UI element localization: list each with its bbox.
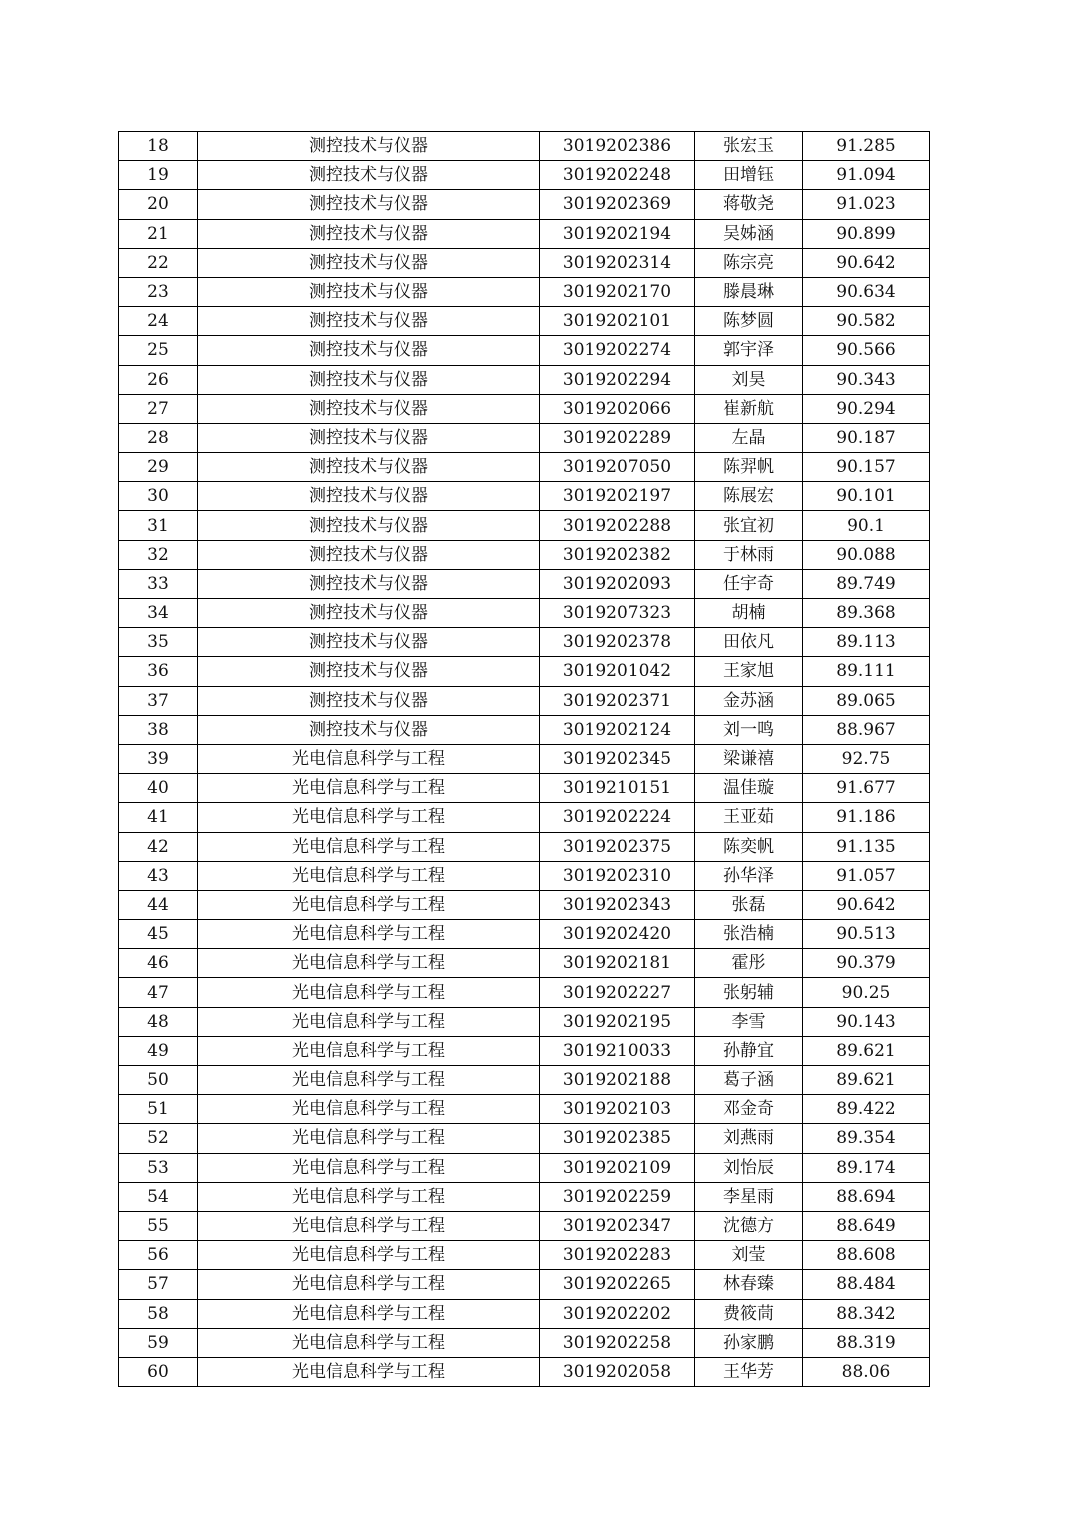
major-cell: 测控技术与仪器 [198, 715, 540, 744]
student-name-cell: 吴姊涵 [695, 219, 803, 248]
table-row [119, 1036, 930, 1065]
score-cell: 88.608 [803, 1241, 930, 1270]
score-cell: 88.694 [803, 1182, 930, 1211]
student-id-cell: 3019202194 [540, 219, 695, 248]
student-name-cell: 崔新航 [695, 394, 803, 423]
rank-cell: 45 [119, 920, 198, 949]
major-cell: 测控技术与仪器 [198, 336, 540, 365]
student-name-cell: 金苏涵 [695, 686, 803, 715]
rank-cell: 24 [119, 307, 198, 336]
table-row [119, 219, 930, 248]
student-name-cell: 滕晨琳 [695, 277, 803, 306]
table-row [119, 744, 930, 773]
score-cell: 90.25 [803, 978, 930, 1007]
rank-cell: 28 [119, 423, 198, 452]
table-row [119, 277, 930, 306]
score-cell: 88.484 [803, 1270, 930, 1299]
student-id-cell: 3019202258 [540, 1328, 695, 1357]
major-cell: 测控技术与仪器 [198, 248, 540, 277]
major-cell: 光电信息科学与工程 [198, 774, 540, 803]
student-name-cell: 张躬辅 [695, 978, 803, 1007]
score-cell: 90.379 [803, 949, 930, 978]
score-cell: 89.422 [803, 1095, 930, 1124]
student-id-cell: 3019202259 [540, 1182, 695, 1211]
rank-cell: 37 [119, 686, 198, 715]
student-name-cell: 王华芳 [695, 1357, 803, 1386]
student-id-cell: 3019210033 [540, 1036, 695, 1065]
student-id-cell: 3019207323 [540, 599, 695, 628]
table-row [119, 307, 930, 336]
student-name-cell: 张宏玉 [695, 132, 803, 161]
score-cell: 89.749 [803, 569, 930, 598]
major-cell: 光电信息科学与工程 [198, 1357, 540, 1386]
score-cell: 89.113 [803, 628, 930, 657]
table-row [119, 1211, 930, 1240]
student-name-cell: 孙静宜 [695, 1036, 803, 1065]
student-id-cell: 3019202347 [540, 1211, 695, 1240]
major-cell: 测控技术与仪器 [198, 540, 540, 569]
student-name-cell: 霍彤 [695, 949, 803, 978]
student-id-cell: 3019202345 [540, 744, 695, 773]
student-name-cell: 刘莹 [695, 1241, 803, 1270]
student-id-cell: 3019202101 [540, 307, 695, 336]
major-cell: 测控技术与仪器 [198, 482, 540, 511]
major-cell: 光电信息科学与工程 [198, 1153, 540, 1182]
student-name-cell: 温佳璇 [695, 774, 803, 803]
major-cell: 测控技术与仪器 [198, 161, 540, 190]
student-name-cell: 李雪 [695, 1007, 803, 1036]
rank-cell: 25 [119, 336, 198, 365]
major-cell: 光电信息科学与工程 [198, 1211, 540, 1240]
score-cell: 89.111 [803, 657, 930, 686]
score-cell: 91.023 [803, 190, 930, 219]
rank-cell: 18 [119, 132, 198, 161]
student-id-cell: 3019207050 [540, 453, 695, 482]
score-cell: 88.06 [803, 1357, 930, 1386]
rank-cell: 20 [119, 190, 198, 219]
rank-cell: 38 [119, 715, 198, 744]
major-cell: 光电信息科学与工程 [198, 1036, 540, 1065]
major-cell: 测控技术与仪器 [198, 190, 540, 219]
rank-cell: 42 [119, 832, 198, 861]
rank-cell: 23 [119, 277, 198, 306]
student-id-cell: 3019202283 [540, 1241, 695, 1270]
major-cell: 光电信息科学与工程 [198, 920, 540, 949]
table-row [119, 569, 930, 598]
table-row [119, 1066, 930, 1095]
rank-cell: 21 [119, 219, 198, 248]
rank-cell: 54 [119, 1182, 198, 1211]
student-id-cell: 3019202378 [540, 628, 695, 657]
score-cell: 88.967 [803, 715, 930, 744]
student-name-cell: 张宜初 [695, 511, 803, 540]
table-row [119, 1182, 930, 1211]
score-cell: 92.75 [803, 744, 930, 773]
student-id-cell: 3019201042 [540, 657, 695, 686]
major-cell: 光电信息科学与工程 [198, 949, 540, 978]
rank-cell: 58 [119, 1299, 198, 1328]
table-row [119, 1007, 930, 1036]
score-cell: 89.621 [803, 1066, 930, 1095]
major-cell: 光电信息科学与工程 [198, 1066, 540, 1095]
table-row [119, 890, 930, 919]
table-row [119, 599, 930, 628]
rank-cell: 47 [119, 978, 198, 1007]
student-name-cell: 陈梦圆 [695, 307, 803, 336]
score-cell: 90.1 [803, 511, 930, 540]
score-cell: 89.065 [803, 686, 930, 715]
major-cell: 光电信息科学与工程 [198, 978, 540, 1007]
student-id-cell: 3019202288 [540, 511, 695, 540]
score-cell: 89.368 [803, 599, 930, 628]
student-id-cell: 3019202195 [540, 1007, 695, 1036]
major-cell: 测控技术与仪器 [198, 599, 540, 628]
score-cell: 90.513 [803, 920, 930, 949]
score-cell: 90.642 [803, 890, 930, 919]
rank-cell: 19 [119, 161, 198, 190]
major-cell: 测控技术与仪器 [198, 657, 540, 686]
score-cell: 90.582 [803, 307, 930, 336]
student-name-cell: 左晶 [695, 423, 803, 452]
table-row [119, 394, 930, 423]
table-row [119, 1299, 930, 1328]
student-name-cell: 郭宇泽 [695, 336, 803, 365]
student-id-cell: 3019210151 [540, 774, 695, 803]
student-id-cell: 3019202294 [540, 365, 695, 394]
rank-cell: 35 [119, 628, 198, 657]
student-id-cell: 3019202369 [540, 190, 695, 219]
score-cell: 90.899 [803, 219, 930, 248]
student-name-cell: 陈宗亮 [695, 248, 803, 277]
table-row [119, 423, 930, 452]
table-row [119, 861, 930, 890]
table-row [119, 453, 930, 482]
table-row [119, 1328, 930, 1357]
student-name-cell: 刘怡辰 [695, 1153, 803, 1182]
score-cell: 90.343 [803, 365, 930, 394]
major-cell: 测控技术与仪器 [198, 453, 540, 482]
student-id-cell: 3019202382 [540, 540, 695, 569]
major-cell: 光电信息科学与工程 [198, 1270, 540, 1299]
student-id-cell: 3019202265 [540, 1270, 695, 1299]
score-cell: 89.621 [803, 1036, 930, 1065]
student-id-cell: 3019202310 [540, 861, 695, 890]
table-row [119, 920, 930, 949]
rank-cell: 27 [119, 394, 198, 423]
rank-cell: 41 [119, 803, 198, 832]
student-id-cell: 3019202202 [540, 1299, 695, 1328]
major-cell: 光电信息科学与工程 [198, 1241, 540, 1270]
major-cell: 光电信息科学与工程 [198, 1007, 540, 1036]
table-row [119, 540, 930, 569]
student-id-cell: 3019202386 [540, 132, 695, 161]
table-row [119, 1270, 930, 1299]
student-name-cell: 胡楠 [695, 599, 803, 628]
rank-cell: 53 [119, 1153, 198, 1182]
rank-cell: 31 [119, 511, 198, 540]
table-row [119, 803, 930, 832]
table-row [119, 1124, 930, 1153]
rank-cell: 57 [119, 1270, 198, 1299]
student-name-cell: 刘一鸣 [695, 715, 803, 744]
rank-cell: 33 [119, 569, 198, 598]
table-row [119, 482, 930, 511]
major-cell: 测控技术与仪器 [198, 365, 540, 394]
student-name-cell: 于林雨 [695, 540, 803, 569]
student-name-cell: 任宇奇 [695, 569, 803, 598]
table-row [119, 657, 930, 686]
score-cell: 89.354 [803, 1124, 930, 1153]
table-row [119, 1095, 930, 1124]
student-name-cell: 陈奕帆 [695, 832, 803, 861]
student-name-cell: 孙家鹏 [695, 1328, 803, 1357]
score-cell: 91.057 [803, 861, 930, 890]
major-cell: 测控技术与仪器 [198, 132, 540, 161]
major-cell: 测控技术与仪器 [198, 394, 540, 423]
student-id-cell: 3019202385 [540, 1124, 695, 1153]
rank-cell: 40 [119, 774, 198, 803]
student-id-cell: 3019202375 [540, 832, 695, 861]
major-cell: 光电信息科学与工程 [198, 1182, 540, 1211]
student-name-cell: 林春臻 [695, 1270, 803, 1299]
score-cell: 90.566 [803, 336, 930, 365]
student-id-cell: 3019202227 [540, 978, 695, 1007]
score-cell: 91.285 [803, 132, 930, 161]
score-cell: 91.135 [803, 832, 930, 861]
major-cell: 光电信息科学与工程 [198, 744, 540, 773]
student-name-cell: 王家旭 [695, 657, 803, 686]
rank-cell: 50 [119, 1066, 198, 1095]
score-cell: 91.094 [803, 161, 930, 190]
table-row [119, 1241, 930, 1270]
major-cell: 光电信息科学与工程 [198, 803, 540, 832]
student-id-cell: 3019202170 [540, 277, 695, 306]
ranking-table [118, 131, 930, 1387]
student-name-cell: 张浩楠 [695, 920, 803, 949]
table-row [119, 1357, 930, 1386]
student-id-cell: 3019202058 [540, 1357, 695, 1386]
major-cell: 光电信息科学与工程 [198, 861, 540, 890]
table-row [119, 949, 930, 978]
rank-cell: 56 [119, 1241, 198, 1270]
student-id-cell: 3019202274 [540, 336, 695, 365]
rank-cell: 46 [119, 949, 198, 978]
rank-cell: 29 [119, 453, 198, 482]
table-row [119, 628, 930, 657]
score-cell: 91.186 [803, 803, 930, 832]
table-row [119, 832, 930, 861]
student-id-cell: 3019202343 [540, 890, 695, 919]
major-cell: 测控技术与仪器 [198, 219, 540, 248]
rank-cell: 39 [119, 744, 198, 773]
major-cell: 测控技术与仪器 [198, 307, 540, 336]
student-name-cell: 田增钰 [695, 161, 803, 190]
major-cell: 光电信息科学与工程 [198, 890, 540, 919]
major-cell: 测控技术与仪器 [198, 628, 540, 657]
student-name-cell: 葛子涵 [695, 1066, 803, 1095]
student-name-cell: 田依凡 [695, 628, 803, 657]
student-id-cell: 3019202224 [540, 803, 695, 832]
table-row [119, 715, 930, 744]
rank-cell: 43 [119, 861, 198, 890]
student-name-cell: 梁谦禧 [695, 744, 803, 773]
score-cell: 90.157 [803, 453, 930, 482]
rank-cell: 60 [119, 1357, 198, 1386]
table-row [119, 774, 930, 803]
table-row [119, 686, 930, 715]
table-row [119, 365, 930, 394]
student-id-cell: 3019202420 [540, 920, 695, 949]
rank-cell: 51 [119, 1095, 198, 1124]
rank-cell: 36 [119, 657, 198, 686]
score-cell: 90.642 [803, 248, 930, 277]
score-cell: 90.088 [803, 540, 930, 569]
major-cell: 测控技术与仪器 [198, 423, 540, 452]
student-id-cell: 3019202066 [540, 394, 695, 423]
student-name-cell: 张磊 [695, 890, 803, 919]
rank-cell: 52 [119, 1124, 198, 1153]
major-cell: 光电信息科学与工程 [198, 832, 540, 861]
student-name-cell: 陈羿帆 [695, 453, 803, 482]
major-cell: 测控技术与仪器 [198, 569, 540, 598]
major-cell: 测控技术与仪器 [198, 511, 540, 540]
score-cell: 90.294 [803, 394, 930, 423]
score-cell: 90.187 [803, 423, 930, 452]
rank-cell: 59 [119, 1328, 198, 1357]
rank-cell: 30 [119, 482, 198, 511]
ranking-table-body [119, 132, 930, 1387]
rank-cell: 55 [119, 1211, 198, 1240]
student-name-cell: 刘燕雨 [695, 1124, 803, 1153]
student-id-cell: 3019202124 [540, 715, 695, 744]
major-cell: 光电信息科学与工程 [198, 1299, 540, 1328]
score-cell: 88.342 [803, 1299, 930, 1328]
student-id-cell: 3019202109 [540, 1153, 695, 1182]
student-id-cell: 3019202371 [540, 686, 695, 715]
student-id-cell: 3019202289 [540, 423, 695, 452]
student-id-cell: 3019202103 [540, 1095, 695, 1124]
score-cell: 88.649 [803, 1211, 930, 1240]
table-row [119, 248, 930, 277]
major-cell: 测控技术与仪器 [198, 686, 540, 715]
rank-cell: 49 [119, 1036, 198, 1065]
score-cell: 90.634 [803, 277, 930, 306]
student-name-cell: 李星雨 [695, 1182, 803, 1211]
major-cell: 光电信息科学与工程 [198, 1124, 540, 1153]
student-name-cell: 王亚茹 [695, 803, 803, 832]
rank-cell: 34 [119, 599, 198, 628]
table-row [119, 132, 930, 161]
rank-cell: 26 [119, 365, 198, 394]
major-cell: 测控技术与仪器 [198, 277, 540, 306]
rank-cell: 22 [119, 248, 198, 277]
major-cell: 光电信息科学与工程 [198, 1328, 540, 1357]
score-cell: 90.143 [803, 1007, 930, 1036]
student-id-cell: 3019202314 [540, 248, 695, 277]
table-row [119, 1153, 930, 1182]
table-row [119, 978, 930, 1007]
student-name-cell: 沈德方 [695, 1211, 803, 1240]
score-cell: 91.677 [803, 774, 930, 803]
major-cell: 光电信息科学与工程 [198, 1095, 540, 1124]
table-row [119, 336, 930, 365]
student-id-cell: 3019202093 [540, 569, 695, 598]
table-row [119, 161, 930, 190]
table-row [119, 190, 930, 219]
score-cell: 88.319 [803, 1328, 930, 1357]
student-id-cell: 3019202181 [540, 949, 695, 978]
student-id-cell: 3019202188 [540, 1066, 695, 1095]
student-id-cell: 3019202197 [540, 482, 695, 511]
rank-cell: 48 [119, 1007, 198, 1036]
table-row [119, 511, 930, 540]
student-name-cell: 孙华泽 [695, 861, 803, 890]
student-name-cell: 刘昊 [695, 365, 803, 394]
rank-cell: 44 [119, 890, 198, 919]
student-name-cell: 陈展宏 [695, 482, 803, 511]
student-id-cell: 3019202248 [540, 161, 695, 190]
score-cell: 89.174 [803, 1153, 930, 1182]
student-name-cell: 蒋敬尧 [695, 190, 803, 219]
student-name-cell: 邓金奇 [695, 1095, 803, 1124]
student-name-cell: 费筱茼 [695, 1299, 803, 1328]
score-cell: 90.101 [803, 482, 930, 511]
rank-cell: 32 [119, 540, 198, 569]
